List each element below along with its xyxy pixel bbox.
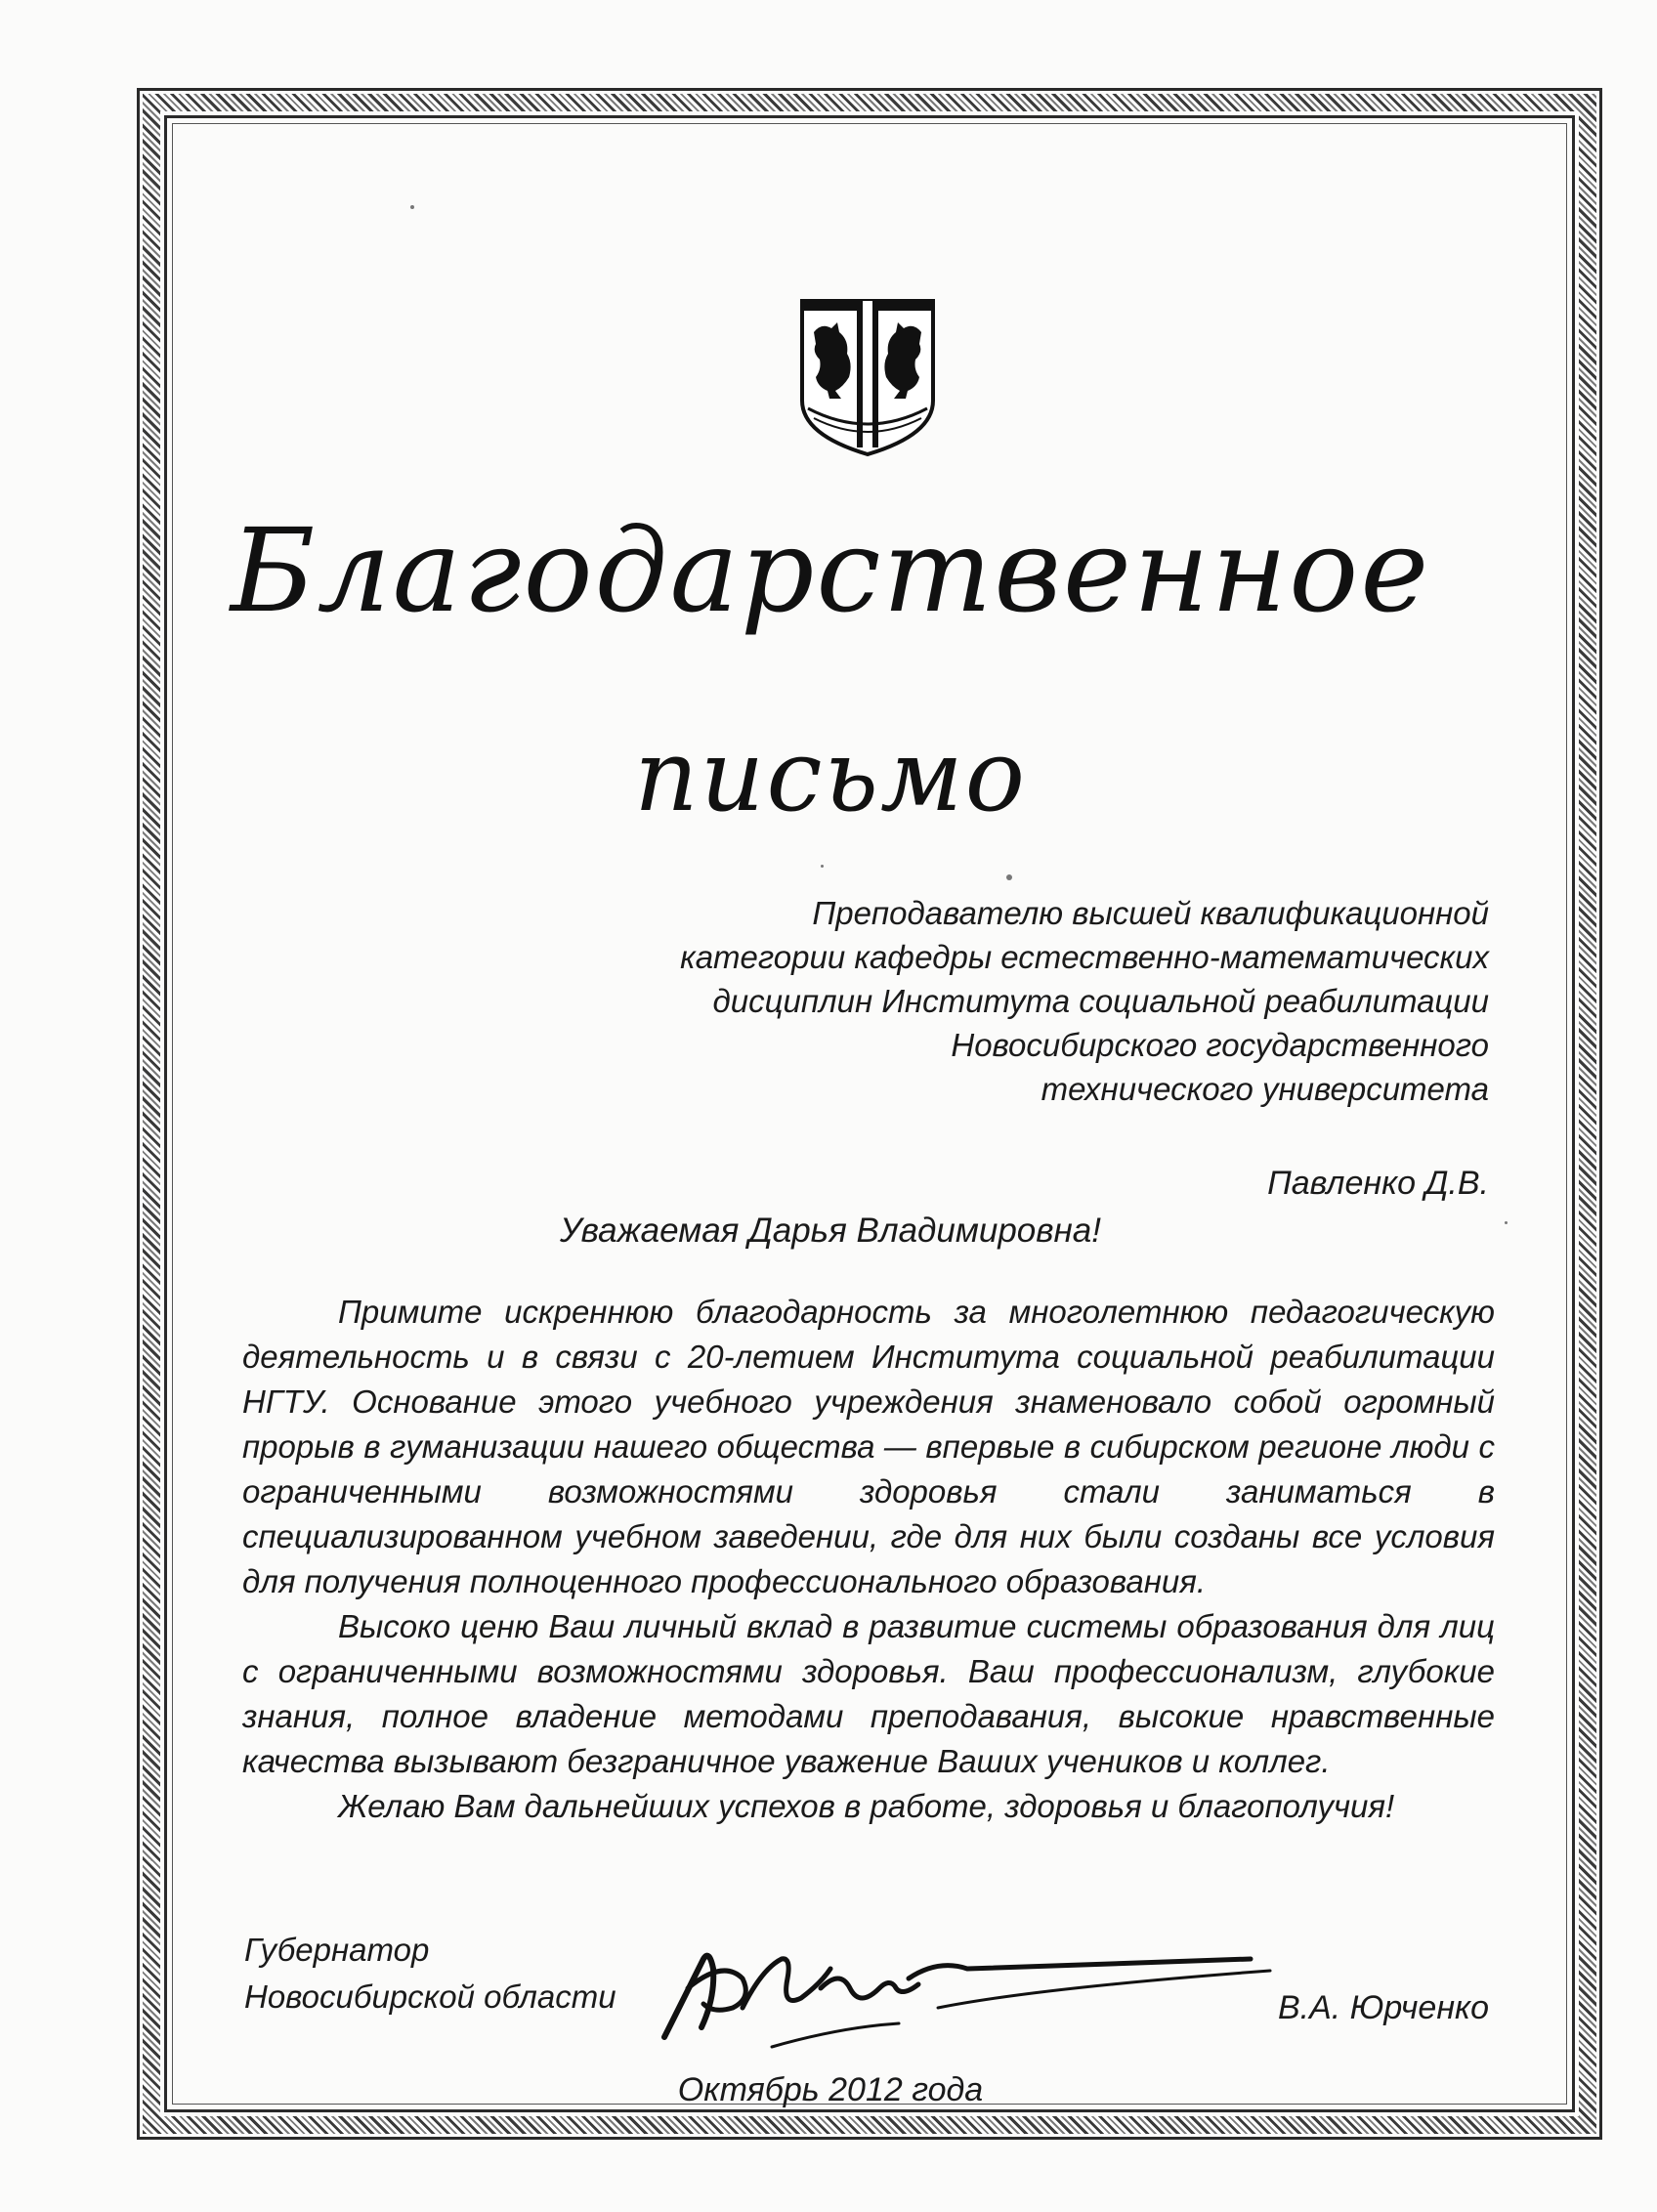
recipient-line: технического университета bbox=[1041, 1071, 1489, 1107]
handwritten-signature bbox=[645, 1930, 1290, 2057]
recipient-block bbox=[610, 891, 1489, 1111]
signer-title-line: Губернатор bbox=[244, 1932, 430, 1968]
closing-wish: Желаю Вам дальнейших успехов в работе, здоровья и благополучия! bbox=[338, 1788, 1395, 1824]
body-paragraph: Примите искреннюю благодарность за многолетнюю педагогическую деятельность и в связи с 20-летием Института социальной реабилитации НГТУ. Основание этого учебного учреждения знаменовало собой огромный прорыв в гуманизации нашего общества — впервые в сибирском регионе люди с ограниченными возможностями здоровья стали заниматься в специализированном учебном заведении, где для них были созданы все условия для получения полноценного профессионального образования. bbox=[242, 1294, 1495, 1599]
recipient-line: Преподавателю высшей квалификационной bbox=[812, 895, 1489, 931]
recipient-line: категории кафедры естественно-математических bbox=[680, 939, 1489, 975]
body-paragraph: Высоко ценю Ваш личный вклад в развитие системы образования для лиц с ограниченными возможностями здоровья. Ваш профессионализм, глубокие знания, полное владение методами преподавания, высокие нравственные качества вызывают безграничное уважение Ваших учеников и коллег. bbox=[242, 1608, 1495, 1779]
signer-title bbox=[244, 1927, 616, 2021]
document-date: Октябрь 2012 года bbox=[677, 2071, 984, 2108]
signer-title-line: Новосибирской области bbox=[244, 1978, 616, 2015]
scan-speck bbox=[1505, 1221, 1508, 1224]
recipient-line: дисциплин Института социальной реабилитации bbox=[712, 983, 1489, 1019]
signer-name: В.А. Юрченко bbox=[1277, 1989, 1489, 2026]
scan-speck bbox=[821, 865, 824, 868]
salutation: Уважаемая Дарья Владимировна! bbox=[560, 1212, 1101, 1250]
coat-of-arms-icon bbox=[794, 293, 941, 459]
document-title-line1: Благодарственное bbox=[230, 503, 1431, 638]
document-title-line2: письмо bbox=[633, 718, 1028, 834]
recipient-name: Павленко Д.В. bbox=[1267, 1165, 1489, 1202]
scan-speck bbox=[1006, 874, 1012, 880]
scan-speck bbox=[410, 205, 414, 209]
letter-body bbox=[242, 1290, 1495, 1829]
recipient-line: Новосибирского государственного bbox=[951, 1027, 1489, 1063]
